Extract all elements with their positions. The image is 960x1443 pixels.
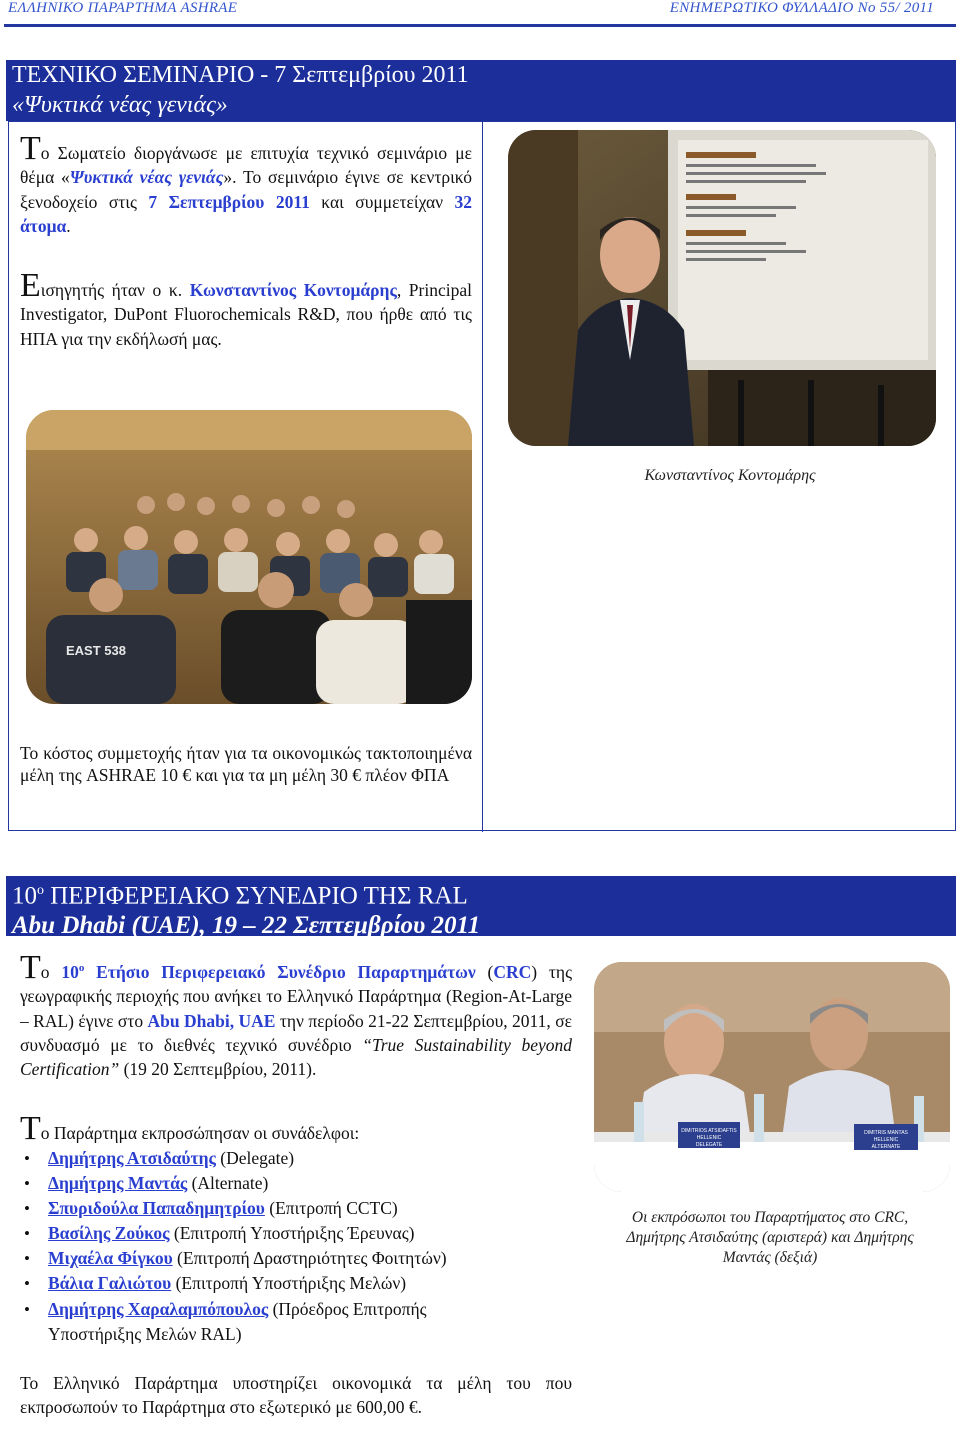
column-divider [482,122,483,832]
dropcap: Ε [20,267,41,304]
member-role: (Επιτροπή CCTC) [264,1198,398,1219]
text: ) της γεωγραφικής περιοχής που ανήκει το Ελληνικό Παράρτημα (Region-At-Large – RAL) έγινε στο [20,962,572,1031]
nameplate-right-branch: HELLENIC [873,1137,899,1143]
ral-paragraph-2 [20,1110,480,1147]
speaker-photo-caption: Κωνσταντίνος Κοντομάρης [644,467,816,484]
member-name: Μιχαέλα Φίγκου [48,1248,173,1269]
text: ΠΕΡΙΦΕΡΕΙΑΚΟ ΣΥΝΕΔΡΙΟ ΤΗΣ RAL [44,882,468,910]
nameplate-right-role: ALTERNATE [871,1144,901,1150]
ral-paragraph-1 [20,949,572,1081]
member-role: (Delegate) [215,1148,295,1168]
text: ο Σωματείο διοργάνωσε με επιτυχία τεχνικό σεμινάριο με θέμα « [20,143,472,188]
ral-title-band [6,876,956,940]
text: 10 [61,962,79,982]
dropcap: Τ [20,1110,41,1147]
member-name: Βασίλης Ζούκος [48,1223,170,1244]
delegates-photo [594,962,950,1192]
text: ο [78,962,85,975]
audience-photo [26,410,472,704]
list-item [20,1146,480,1171]
delegates-photo-caption: Οι εκπρόσωποι του Παραρτήματος στο CRC, Δημήτρης Ατσιδαύτης (αριστερά) και Δημήτρης Μαντάς (δεξιά) [626,1209,914,1266]
seminar-subtitle: «Ψυκτικά νέας γενιάς» [12,92,228,118]
member-role: (Alternate) [187,1173,269,1194]
crc-label: CRC [493,962,532,982]
ral-title [6,876,956,911]
nameplate-right-name: DIMITRIS MANTAS [864,1130,908,1136]
nameplate-left-role: DELEGATE [695,1142,723,1148]
member-name: Δημήτρης Μαντάς [48,1173,188,1194]
list-item [20,1171,480,1196]
text: και συμμετείχαν [309,191,455,212]
text: ο [37,883,44,898]
representatives-list [20,1146,480,1347]
closing-paragraph: Το Ελληνικό Παράρτημα υποστηρίζει οικονομικά τα μέλη του που εκπροσωπούν το Παράρτημα στο εξωτερικό με 600,00 €. [20,1373,572,1418]
member-role: (Επιτροπή Δραστηριότητες Φοιτητών) [172,1248,447,1269]
ral-subtitle: Abu Dhabi (UAE), 19 – 22 Σεπτεμβρίου 2011 [12,912,481,940]
text: ισηγητής ήταν ο κ. [40,280,190,300]
list-item [20,1246,480,1271]
text: την περίοδο 21-22 Σεπτεμβρίου, 2011, σε συνδυασμό με το διεθνές τεχνικό συνέδριο [20,1010,572,1055]
list-item [20,1271,480,1296]
member-role: (Επιτροπή Υποστήριξης Έρευνας) [169,1223,415,1244]
newsletter-branch-name: ΕΛΛΗΝΙΚΟ ΠΑΡΑΡΤΗΜΑ ASHRAE [8,0,238,16]
seminar-paragraph-2 [20,267,472,351]
shirt-print: EAST 538 [66,643,126,658]
conference-name: Ετήσιο Περιφερειακό Συνέδριο Παραρτημάτων [84,962,476,982]
text: ». Το σεμινάριο έγινε σε κεντρικό ξενοδοχείο στις [20,167,472,212]
seminar-title-band [6,60,956,121]
text: , Principal Investigator, DuPont Fluorochemicals R&D, που ήρθε από τις ΗΠΑ για την εκδήλωσή μας. [20,280,472,349]
header-rule [4,24,956,27]
seminar-paragraph-1 [20,130,472,238]
text: ο Παράρτημα εκπροσώπησαν οι συνάδελφοι: [40,1123,360,1143]
event-title: “True Sustainability beyond Certification” [20,1034,572,1080]
dropcap: Τ [20,949,41,986]
speaker-name: Κωνσταντίνος Κοντομάρης [189,280,397,300]
nameplate-left-name: DIMITRIOS ATSIDAFTIS [681,1128,737,1134]
text: . [66,215,71,236]
speaker-photo [508,130,936,446]
member-name: Σπυριδούλα Παπαδημητρίου [48,1198,265,1219]
seminar-title: ΤΕΧΝΙΚΟ ΣΕΜΙΝΑΡΙΟ - 7 Σεπτεμβρίου 2011 [12,62,469,88]
member-role: (Πρόεδρος Επιτροπής Υποστήριξης Μελών RAL) [48,1298,427,1344]
text: ο [40,962,62,982]
member-role: (Επιτροπή Υποστήριξης Μελών) [171,1273,407,1294]
list-item [20,1196,480,1221]
conference-place: Abu Dhabi, UAE [147,1010,276,1031]
seminar-date: 7 Σεπτεμβρίου 2011 [148,191,310,212]
list-item [20,1221,480,1246]
attendee-count: 32 άτομα [20,191,472,236]
member-name: Δημήτρης Χαραλαμπόπουλος [48,1298,269,1319]
list-item [20,1297,480,1347]
dropcap: Τ [20,130,41,167]
text: (19 20 Σεπτεμβρίου, 2011). [119,1059,317,1080]
text: ( [475,962,494,982]
nameplate-left-branch: HELLENIC [696,1135,722,1141]
member-name: Βάλια Γαλιώτου [48,1273,172,1294]
cost-paragraph: Το κόστος συμμετοχής ήταν για τα οικονομικώς τακτοποιημένα μέλη της ASHRAE 10 € και για τα μη μέλη 30 € πλέον ΦΠΑ [20,743,472,785]
newsletter-issue: ΕΝΗΜΕΡΩΤΙΚΟ ΦΥΛΛΑΔΙΟ No 55/ 2011 [669,0,934,16]
seminar-topic: Ψυκτικά νέας γενιάς [69,167,224,188]
text: 10 [12,882,37,910]
member-name: Δημήτρης Ατσιδαύτης [48,1148,216,1168]
